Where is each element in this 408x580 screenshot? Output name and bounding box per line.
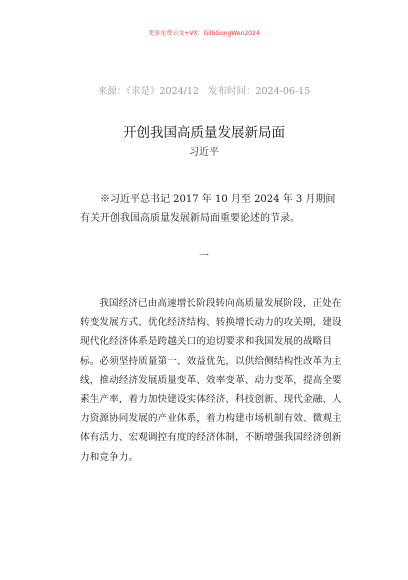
article-meta	[0, 85, 408, 98]
page-title: 开创我国高质量发展新局面	[123, 125, 285, 141]
section-number: 一	[199, 251, 209, 262]
excerpt-note: ※习近平总书记 2017 年 10 月至 2024 年 3 月期间有关开创我国高质量发展新局面重要论述的节录。	[80, 194, 336, 224]
body-paragraph: 我国经济已由高速增长阶段转向高质量发展阶段，正处在转变发展方式、优化经济结构、转换增长动力的攻关期，建设现代化经济体系是跨越关口的迫切要求和我国发展的战略目标。必须坚持质量第一、效益优先，以供给侧结构性改革为主线，推动经济发展质量变革、效率变革、动力变革，提高全要素生产率，着力加快建设实体经济、科技创新、现代金融、人力资源协同发展的产业体系，着力构建市场机制有效、微观主体有活力、宏观调控有度的经济体制，不断增强我国经济创新力和竞争力。	[80, 298, 342, 463]
publish-date: 发布时间：2024-06-15	[207, 86, 311, 97]
author-name: 习近平	[189, 147, 219, 158]
source-label: 来源：《求是》2024/12	[97, 86, 199, 97]
watermark-text: 更多免费公文+VX：GilbGongWen2024	[148, 30, 260, 37]
